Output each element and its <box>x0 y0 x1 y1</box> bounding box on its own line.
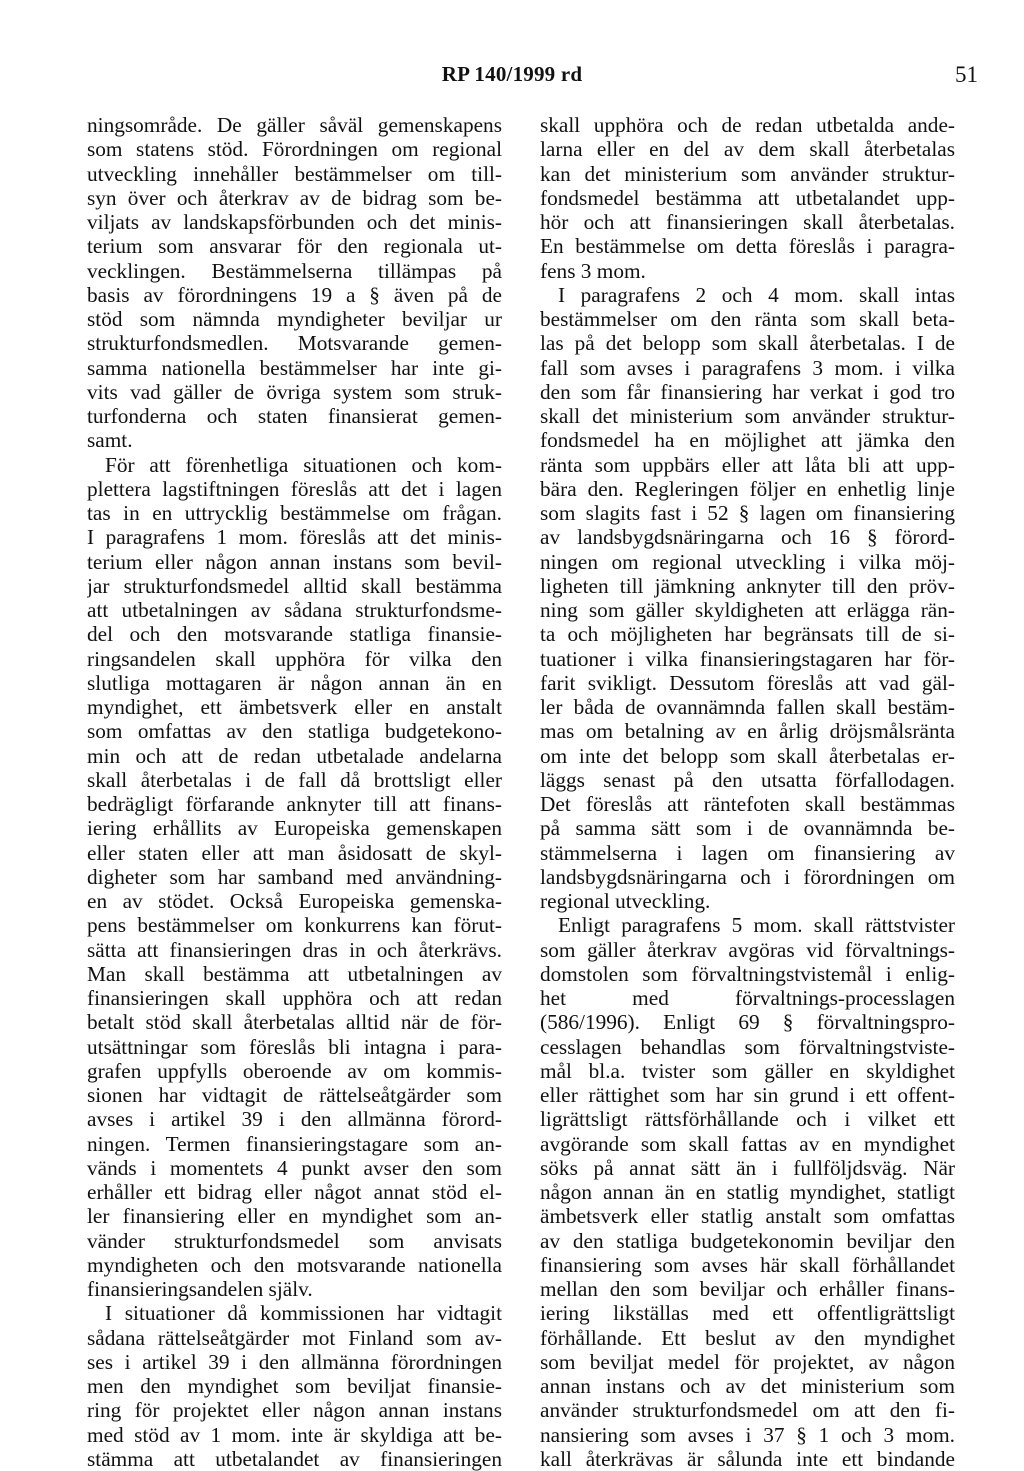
right-column-line: eller rättighet som har sin grund i ett offent- <box>540 1083 955 1107</box>
right-column-line: En bestämmelse om detta föreslås i paragra- <box>540 234 955 259</box>
right-column-line: som slagits fast i 52 § lagen om finansiering <box>540 501 955 525</box>
right-column-line: som gäller återkrav avgöras vid förvaltnings- <box>540 937 955 962</box>
right-column-line: använder strukturfondsmedel om att den fi- <box>540 1398 955 1423</box>
right-column-line: bära den. Regleringen följer en enhetlig linje <box>540 476 955 501</box>
right-column-line: avgörande som skall fattas av en myndighet <box>540 1131 955 1156</box>
left-column-line: jar strukturfondsmedel alltid skall bestämma <box>87 573 502 598</box>
right-column-line: larna eller en del av dem skall återbetalas <box>540 137 955 162</box>
right-column-line: I paragrafens 2 och 4 mom. skall intas <box>558 282 955 307</box>
left-column-line: erhåller ett bidrag eller något annat stöd el- <box>87 1180 502 1204</box>
right-column-line: domstolen som förvaltningstvistemål i enlig- <box>540 961 955 986</box>
right-column-line: förhållande. Ett beslut av den myndighet <box>540 1325 955 1350</box>
right-column-line: bestämmelser om den ränta som skall beta- <box>540 307 955 331</box>
left-column-line: terium som ansvarar för den regionala ut- <box>87 234 502 259</box>
right-column-line: av den statliga budgetekonomin beviljar den <box>540 1228 955 1253</box>
right-column-line: ler båda de ovannämnda fallen skall bestäm- <box>540 695 955 719</box>
left-column-line: ningen. Termen finansieringstagare som an- <box>87 1131 502 1156</box>
right-column-line: annan instans och av det ministerium som <box>540 1374 955 1398</box>
left-column-line: stöd som nämnda myndigheter beviljar ur <box>87 307 502 331</box>
left-column-line: som statens stöd. Förordningen om regional <box>87 137 502 162</box>
right-column-line: som beviljat medel för projektet, av någon <box>540 1349 955 1374</box>
left-column-line: min och att de redan utbetalade andelarna <box>87 743 502 768</box>
left-column-line: stämma att utbetalandet av finansieringen <box>87 1446 502 1471</box>
right-column-line: ligheten till jämkning anknyter till den pröv- <box>540 573 955 598</box>
left-column-line: finansieringsandelen själv. <box>87 1277 313 1301</box>
right-column-line: av landsbygdsnäringarna och 16 § förord- <box>540 525 955 550</box>
left-column-line: avses i artikel 39 i den allmänna förord- <box>87 1107 502 1132</box>
right-column-line: (586/1996). Enligt 69 § förvaltningspro- <box>540 1010 955 1035</box>
right-column-line: Enligt paragrafens 5 mom. skall rättstvister <box>558 913 955 938</box>
left-column-line: ringsandelen skall upphöra för vilka den <box>87 646 502 671</box>
left-column-line: tas in en uttrycklig bestämmelse om frågan. <box>87 501 502 525</box>
right-column-line: fens 3 mom. <box>540 258 646 283</box>
left-column-line: ses i artikel 39 i den allmänna förordningen <box>87 1349 502 1374</box>
right-column-line: Det föreslås att räntefoten skall bestämmas <box>540 792 955 816</box>
left-column-line: som omfattas av den statliga budgetekono- <box>87 719 502 744</box>
left-column-line: terium eller någon annan instans som bevil- <box>87 549 502 574</box>
right-column-line: kan det ministerium som använder struktur- <box>540 161 955 186</box>
left-column-line: grafen uppfylls oberoende av om kommis- <box>87 1058 502 1083</box>
page-header-title: RP 140/1999 rd <box>441 62 583 86</box>
left-column-line: iering erhållits av Europeiska gemenskapen <box>87 816 502 841</box>
left-column-line: I situationer då kommissionen har vidtagit <box>105 1301 502 1326</box>
left-column-line: myndighet, ett ämbetsverk eller en anstalt <box>87 695 502 719</box>
left-column-line: ring för projektet eller någon annan instans <box>87 1398 502 1423</box>
right-column-line: ligrättsligt rättsförhållande och i vilket ett <box>540 1107 955 1132</box>
right-column-line: tuationer i vilka finansieringstagaren har för- <box>540 646 955 671</box>
left-column-line: bedrägligt förfarande anknyter till att finans- <box>87 792 502 816</box>
left-column-line: finansieringen skall upphöra och att redan <box>87 986 502 1010</box>
right-column-line: ning som gäller skyldigheten att erlägga rän- <box>540 598 955 622</box>
right-column-line: fondsmedel ha en möjlighet att jämka den <box>540 428 955 453</box>
right-column-line: stämmelserna i lagen om finansiering av <box>540 840 955 865</box>
left-column-line: sätta att finansieringen dras in och återkrävs. <box>87 937 502 962</box>
right-column-line: kall återkrävas är sålunda inte ett bindande <box>540 1446 955 1471</box>
left-column-line: att utbetalningen av sådana strukturfondsme- <box>87 598 502 622</box>
left-column-line: ningsområde. De gäller såväl gemenskapens <box>87 113 502 137</box>
left-column-line: samma nationella bestämmelser har inte gi- <box>87 355 502 380</box>
left-column-line: vits vad gäller de övriga system som struk- <box>87 379 502 404</box>
page-number: 51 <box>955 62 978 87</box>
right-column-line: på samma sätt som i de ovannämnda be- <box>540 816 955 841</box>
left-column-line: strukturfondsmedlen. Motsvarande gemen- <box>87 331 502 356</box>
right-column-line: cesslagen behandlas som förvaltningstviste- <box>540 1034 955 1059</box>
right-column-line: regional utveckling. <box>540 889 711 913</box>
left-column-line: utveckling innehåller bestämmelser om till- <box>87 161 502 186</box>
right-column-line: fall som avses i paragrafens 3 mom. i vilka <box>540 355 955 380</box>
right-text-column <box>540 113 955 1471</box>
right-column-line: skall upphöra och de redan utbetalda ande- <box>540 113 955 137</box>
right-column-line: någon annan än en statlig myndighet, statligt <box>540 1180 955 1204</box>
right-column-line: nansiering som avses i 37 § 1 och 3 mom. <box>540 1422 955 1447</box>
right-column-line: mellan den som beviljar och erhåller finans- <box>540 1277 955 1301</box>
right-column-line: skall det ministerium som använder struktur- <box>540 404 955 428</box>
left-column-line: men den myndighet som beviljat finansie- <box>87 1374 502 1398</box>
left-column-line: Man skall bestämma att utbetalningen av <box>87 961 502 986</box>
left-column-line: viljats av landskapsförbunden och det minis- <box>87 210 502 234</box>
right-column-line: farit svikligt. Dessutom föreslås att vad gäl- <box>540 670 955 695</box>
right-column-line: las på det belopp som skall återbetalas. I de <box>540 331 955 356</box>
left-column-line: syn över och återkrav av de bidrag som be- <box>87 185 502 210</box>
left-column-line: del och den motsvarande statliga finansie- <box>87 622 502 647</box>
right-column-line: hör och att finansieringen skall återbetalas. <box>540 210 955 234</box>
left-column-line: eller staten eller att man åsidosatt de skyl- <box>87 840 502 865</box>
right-column-line: läggs senast på den utsatta förfallodagen. <box>540 767 955 792</box>
right-column-line: fondsmedel bestämma att utbetalandet upp- <box>540 185 955 210</box>
left-column-line: För att förenhetliga situationen och kom- <box>105 452 502 477</box>
left-column-line: en av stödet. Också Europeiska gemenska- <box>87 889 502 913</box>
left-column-line: betalt stöd skall återbetalas alltid när de för- <box>87 1010 502 1035</box>
left-column-line: pens bestämmelser om konkurrens kan förut- <box>87 913 502 938</box>
left-column-line: utsättningar som föreslås bli intagna i para- <box>87 1034 502 1059</box>
left-column-line: ler finansiering eller en myndighet som an- <box>87 1204 502 1229</box>
right-column-line: mål bl.a. tvister som gäller en skyldighet <box>540 1058 955 1083</box>
left-column-line: vänds i momentets 4 punkt avser den som <box>87 1155 502 1180</box>
right-column-line: ta och möjligheten har begränsats till de si- <box>540 622 955 647</box>
left-column-line: samt. <box>87 428 133 453</box>
right-column-line: mas om betalning av en årlig dröjsmålsränta <box>540 719 955 744</box>
left-column-line: slutliga mottagaren är någon annan än en <box>87 670 502 695</box>
right-column-line: finansiering som avses här skall förhållandet <box>540 1252 955 1277</box>
left-column-line: basis av förordningens 19 a § även på de <box>87 282 502 307</box>
right-column-line: om inte det belopp som skall återbetalas er- <box>540 743 955 768</box>
right-column-line: söks på annat sätt än i fullföljdsväg. När <box>540 1155 955 1180</box>
left-column-line: vecklingen. Bestämmelserna tillämpas på <box>87 258 502 283</box>
left-column-line: turfonderna och staten finansierat gemen- <box>87 404 502 428</box>
left-column-line: skall återbetalas i de fall då brottsligt eller <box>87 767 502 792</box>
right-column-line: ämbetsverk eller statlig anstalt som omfattas <box>540 1204 955 1229</box>
left-text-column <box>87 113 502 1471</box>
left-column-line: myndigheten och den motsvarande nationella <box>87 1252 502 1277</box>
right-column-line: het med förvaltnings-processlagen <box>540 986 955 1010</box>
right-column-line: iering likställas med ett offentligrättsligt <box>540 1301 955 1326</box>
right-column-line: den som får finansiering har verkat i god tro <box>540 379 955 404</box>
left-column-line: digheter som har samband med användning- <box>87 864 502 889</box>
left-column-line: plettera lagstiftningen föreslås att det i lagen <box>87 476 502 501</box>
left-column-line: vänder strukturfondsmedel som anvisats <box>87 1228 502 1253</box>
left-column-line: med stöd av 1 mom. inte är skyldiga att be- <box>87 1422 502 1447</box>
right-column-line: ningen om regional utveckling i vilka möj- <box>540 549 955 574</box>
right-column-line: ränta som uppbärs eller att låta bli att upp- <box>540 452 955 477</box>
right-column-line: landsbygdsnäringarna och i förordningen om <box>540 864 955 889</box>
left-column-line: I paragrafens 1 mom. föreslås att det minis- <box>87 525 502 550</box>
left-column-line: sionen har vidtagit de rättelseåtgärder som <box>87 1083 502 1107</box>
left-column-line: sådana rättelseåtgärder mot Finland som av- <box>87 1325 502 1350</box>
